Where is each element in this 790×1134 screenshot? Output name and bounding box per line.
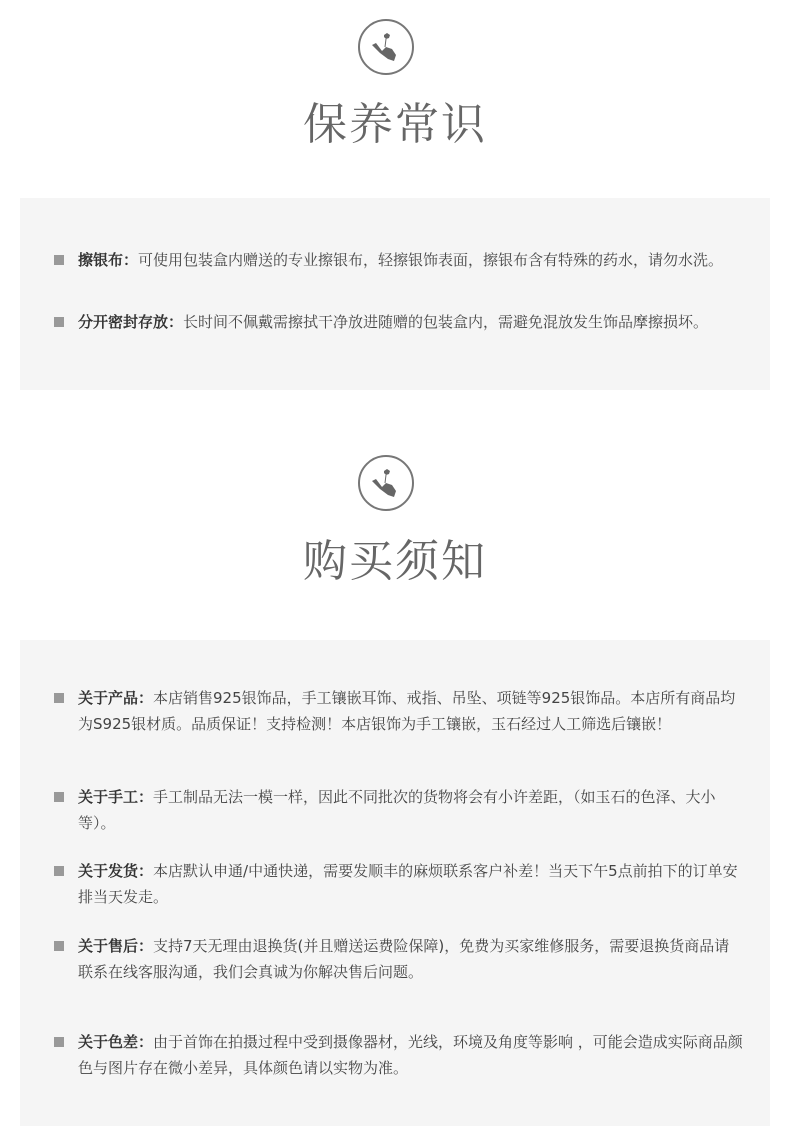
bullet-icon: [54, 693, 64, 703]
hand-flower-logo-icon: [358, 19, 414, 75]
purchase-panel: [20, 640, 770, 1126]
bullet-icon: [54, 866, 64, 876]
bullet-icon: [54, 255, 64, 265]
bullet-icon: [54, 941, 64, 951]
list-item: 关于色差：由于首饰在拍摄过程中受到摄像器材，光线，环境及角度等影响 ，可能会造成实际商品颜色与图片存在微小差异，具体颜色请以实物为准。: [54, 1029, 744, 1081]
list-item: 关于发货：本店默认申通/中通快递，需要发顺丰的麻烦联系客户补差！当天下午5点前拍下的订单安排当天发走。: [54, 858, 744, 910]
list-item: 分开密封存放：长时间不佩戴需擦拭干净放进随赠的包装盒内，需避免混放发生饰品摩擦损坏。: [54, 309, 744, 335]
list-item: 关于手工：手工制品无法一模一样，因此不同批次的货物将会有小许差距，（如玉石的色泽、大小等）。: [54, 784, 744, 836]
bullet-icon: [54, 792, 64, 802]
hand-flower-logo-icon: [358, 455, 414, 511]
bullet-icon: [54, 317, 64, 327]
bullet-icon: [54, 1037, 64, 1047]
section-title-care: 保养常识: [303, 99, 487, 150]
section-title-purchase: 购买须知: [303, 536, 487, 587]
list-item: 关于产品：本店销售925银饰品，手工镶嵌耳饰、戒指、吊坠、项链等925银饰品。本店所有商品均为S925银材质。品质保证！支持检测！本店银饰为手工镶嵌，玉石经过人工筛选后镶嵌！: [54, 685, 744, 737]
list-item: 关于售后：支持7天无理由退换货(并且赠送运费险保障)，免费为买家维修服务，需要退换货商品请联系在线客服沟通，我们会真诚为你解决售后问题。: [54, 933, 744, 985]
list-item: 擦银布：可使用包装盒内赠送的专业擦银布，轻擦银饰表面，擦银布含有特殊的药水，请勿水洗。: [54, 247, 744, 273]
care-panel: [20, 198, 770, 390]
